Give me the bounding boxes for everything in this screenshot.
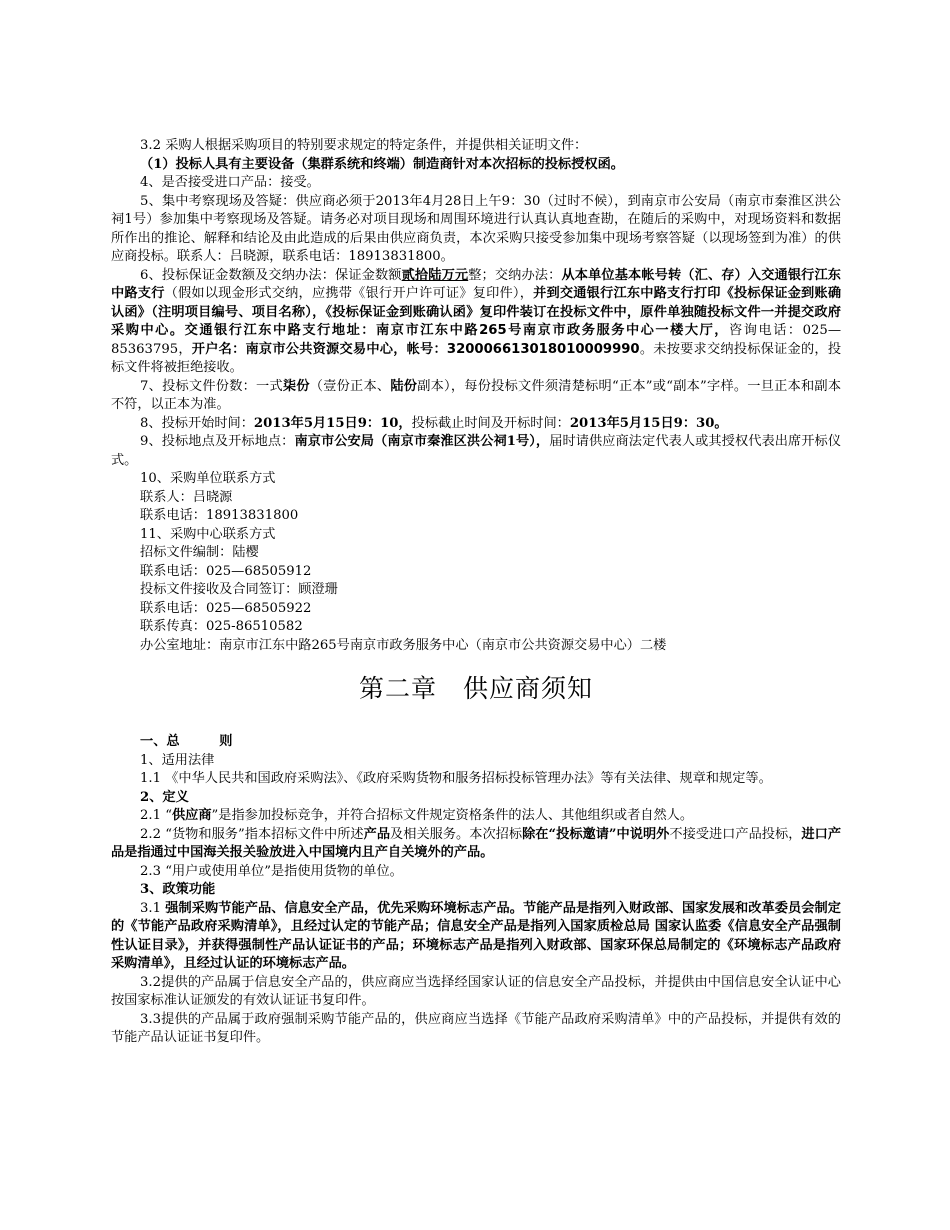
def-goods-text: 及相关服务。本次招标 (390, 826, 523, 842)
copies-note: 副本），每份投标文件须清楚标明“正本”或“副本”字样。一旦正本和副本不符，以正本为准。 (111, 378, 842, 412)
def-supplier-term: 供应商 (171, 808, 212, 823)
office-address: 办公室地址：南京市江东中路265号南京市政务服务中心（南京市公共资源交易中心）二楼 (140, 637, 667, 653)
contact-person: 联系人：吕晓源 (140, 489, 233, 505)
location-label: 9、投标地点及开标地点： (140, 434, 295, 449)
deposit-bank-instruction: 并到交通银行江东中路支行打印《投标保证金到账确认函》（注明项目编号、项目名称），《投标保证金到账确认函》复印件装订在投标文件中，原件单独随投标文件一并提交政府采购中心。交通银行江东中路支行地址：南京市江东中路 (111, 286, 842, 338)
deposit-amount: 贰拾陆万元 (401, 267, 469, 283)
account-name: 开户名：南京市公共资源交易中心，帐号： (191, 341, 447, 357)
section-general (111, 733, 841, 752)
applicable-law-heading: 1、适用法律 (140, 752, 215, 768)
deposit-method-label: 整；交纳办法： (468, 267, 562, 283)
consult-phone: 咨询电话：025—85363795， (111, 323, 842, 357)
clause-9-location (111, 433, 841, 470)
document-editor: 招标文件编制：陆樱 (140, 545, 259, 560)
deadline-time: 2013年5月15日9：30。 (569, 415, 728, 431)
clause-3-1 (111, 900, 841, 974)
bank-address-rest: 号南京市政务服务中心一楼大厅， (506, 323, 730, 338)
clause-5-site-visit: 5、集中考察现场及答疑：供应商必须于2013年4月28日上午9：30（过时不候），到南京市公安局（南京市秦淮区洪公祠1号）参加集中考察现场及答疑。请务必对项目现场和周围环境进行认真认真地查勘，在随后的采购中，对现场资料和数据所作出的推论、解释和结论及由此造成的后果由供应商负责，本次采购只接受参加集中现场考察答疑（以现场签到为准）的供应商投标。联系人：吕晓源，联系电话：18913831800。 (111, 193, 841, 264)
policy-heading: 3、政策功能 (140, 882, 216, 897)
document-page (111, 137, 841, 1048)
clause-2-3: 2.3 “用户或使用单位”是指使用货物的单位。 (140, 863, 403, 879)
clause-2-1 (111, 807, 841, 826)
copies-total: 柒份 (282, 378, 310, 394)
def-goods-exception: 除在“投标邀请”中说明外 (522, 826, 670, 842)
clause-authorization: （1）投标人具有主要设备（集群系统和终端）制造商针对本次招标的投标授权函。 (140, 156, 624, 172)
start-time: 2013年5月15日9：10， (253, 415, 412, 431)
clause-3-2-security: 3.2提供的产品属于信息安全产品的，供应商应当选择经国家认证的信息安全产品投标，并提供由中国信息安全认证中心按国家标准认证颁发的有效认证证书复印件。 (111, 974, 841, 1008)
clause-2-2 (111, 826, 841, 863)
fax: 联系传真：025-86510582 (140, 619, 303, 634)
def-supplier-text: ”是指参加投标竞争，并符合招标文件规定资格条件的法人、其他组织或者自然人。 (211, 808, 694, 823)
def-goods-import: 不接受进口产品投标， (669, 826, 802, 842)
policy-text: 强制采购节能产品、信息安全产品，优先采购环境标志产品。节能产品是指列入财政部、国家发展和改革委员会制定的《节能产品政府采购清单》，且经过认定的节能产品；信息安全产品是指列入国家质检总局 国家认监委《信息安全产品强制性认证目录》，并获得强制性产品认证证书的产品；环境标志产品是指列入财政部、国家环保总局制定的《环境标志产品政府采购清单》，且经过认证的环境标志产品。 (111, 900, 841, 971)
clause-7-copies (111, 378, 841, 415)
account-number: 320006613018010009990 (446, 341, 640, 357)
copies-duplicate: 陆份 (390, 378, 418, 394)
contact-heading-purchaser: 10、采购单位联系方式 (140, 471, 276, 486)
definitions-heading: 2、定义 (140, 789, 189, 805)
deadline-label: 投标截止时间及开标时间： (411, 415, 570, 431)
deposit-reject-note: 。未按要求交纳投标保证金的，投标文件将被拒绝接收。 (111, 341, 842, 375)
contact-heading-center: 11、采购中心联系方式 (140, 526, 276, 542)
bank-address-number: 265 (479, 323, 507, 338)
copies-intro: 7、投标文件份数：一式 (140, 378, 283, 394)
clause-8-time (111, 415, 841, 434)
deposit-transfer: 从本单位基本帐号转（汇、存）入交通银行江东中路支行 (111, 267, 841, 301)
clause-4-import: 4、是否接受进口产品：接受。 (140, 175, 320, 190)
clause-3-2: 3.2 采购人根据采购项目的特别要求规定的特定条件，并提供相关证明文件： (140, 138, 588, 153)
deposit-intro: 6、投标保证金数额及交纳办法：保证金数额 (140, 267, 402, 283)
location-note: 届时请供应商法定代表人或其授权代表出席开标仪式。 (111, 434, 842, 468)
clause-6-deposit (111, 267, 841, 378)
copies-original: （壹份正本、 (309, 378, 391, 394)
chapter-title: 第二章 供应商须知 (358, 674, 593, 703)
location-value: 南京市公安局（南京市秦淮区洪公祠1号）， (294, 434, 550, 449)
section-general-a: 一、总 (140, 734, 180, 749)
def-supplier-prefix: 2.1 “ (140, 808, 172, 823)
def-goods-prefix: 2.2 “货物和服务”指本招标文件中所述 (140, 826, 364, 842)
section-general-b: 则 (219, 734, 233, 749)
editor-phone: 联系电话：025—68505912 (140, 563, 312, 579)
receiver: 投标文件接收及合同签订：顾澄珊 (140, 582, 338, 597)
deposit-cash-note: （假如以现金形式交纳，应携带《银行开户许可证》复印件）， (164, 286, 534, 301)
def-import-product: 进口产品是指通过中国海关报关验放进入中国境内且产自关境外的产品。 (111, 826, 842, 860)
policy-number: 3.1 (140, 900, 166, 916)
start-time-label: 8、投标开始时间： (140, 415, 254, 431)
contact-phone: 联系电话：18913831800 (140, 508, 299, 523)
def-goods-term: 产品 (363, 826, 391, 842)
clause-3-3-energy: 3.3提供的产品属于政府强制采购节能产品的，供应商应当选择《节能产品政府采购清单》中的产品投标，并提供有效的节能产品认证证书复印件。 (111, 1011, 841, 1045)
clause-1-1: 1.1 《中华人民共和国政府采购法》、《政府采购货物和服务招标投标管理办法》等有关法律、规章和规定等。 (140, 771, 772, 786)
receiver-phone: 联系电话：025—68505922 (140, 600, 312, 616)
